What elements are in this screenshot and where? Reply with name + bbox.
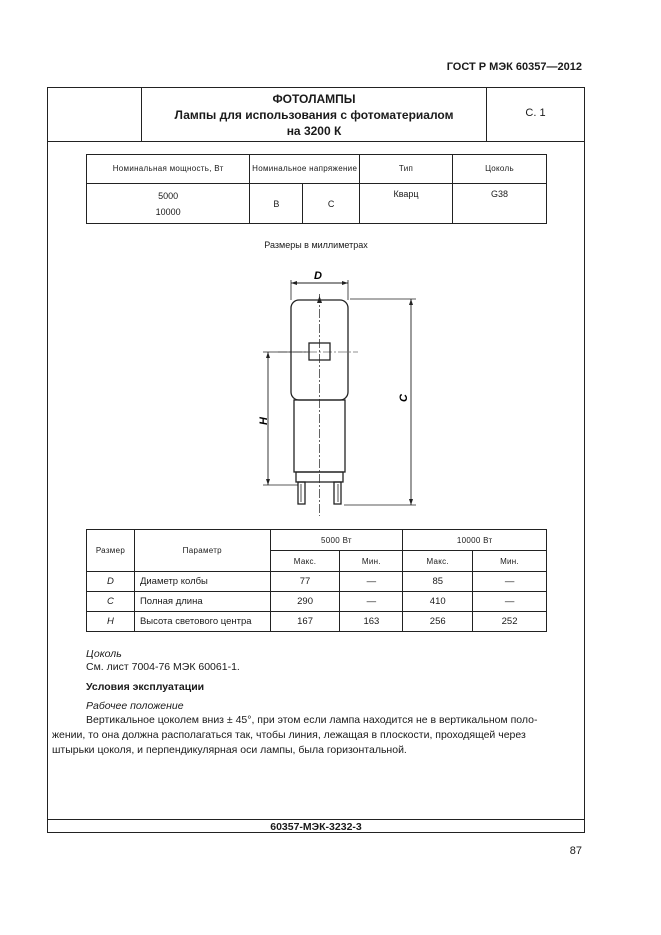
sheet-header xyxy=(48,88,584,142)
position-line-2: жении, то она должна располагаться так, чтобы линия, лежащая в плоскости, проходящей через xyxy=(52,729,526,741)
sheet-frame xyxy=(47,87,585,833)
header-blank-cell xyxy=(48,88,142,141)
power-value-2: 10000 xyxy=(87,204,250,224)
position-line-1: Вертикальное цоколем вниз ± 45°, при этом если лампа находится не в вертикальном поло- xyxy=(86,714,538,726)
header-title-cell xyxy=(142,88,487,141)
dimension-d-label: D xyxy=(314,270,322,282)
lamp-drawing xyxy=(258,266,408,526)
table-row xyxy=(87,592,547,612)
base-text: См. лист 7004-76 МЭК 60061-1. xyxy=(86,661,240,673)
value-cell: 167 xyxy=(270,612,340,632)
dimension-h-label: H xyxy=(258,417,270,425)
value-cell: 256 xyxy=(403,612,473,632)
value-cell: — xyxy=(473,592,547,612)
size-cell: D xyxy=(87,572,135,592)
base-heading: Цоколь xyxy=(86,648,122,660)
col-header-min-5000: Мин. xyxy=(340,551,403,572)
standard-reference: ГОСТ Р МЭК 60357—2012 xyxy=(446,61,582,73)
table-header-row xyxy=(87,530,547,551)
col-header-size: Размер xyxy=(87,530,135,572)
col-header-5000: 5000 Вт xyxy=(270,530,403,551)
dimension-c-label: C xyxy=(398,394,410,402)
voltage-value-a: В xyxy=(250,184,303,224)
base-value: G38 xyxy=(453,184,547,224)
value-cell: 252 xyxy=(473,612,547,632)
param-cell: Высота светового центра xyxy=(134,612,270,632)
value-cell: 163 xyxy=(340,612,403,632)
type-value: Кварц xyxy=(360,184,453,224)
size-cell: H xyxy=(87,612,135,632)
ratings-table xyxy=(86,154,547,224)
table-row xyxy=(87,612,547,632)
col-header-power: Номинальная мощность, Вт xyxy=(87,155,250,184)
param-cell: Диаметр колбы xyxy=(134,572,270,592)
sheet-subtitle-line2: на 3200 К xyxy=(286,124,342,138)
col-header-10000: 10000 Вт xyxy=(403,530,547,551)
col-header-max-5000: Макс. xyxy=(270,551,340,572)
value-cell: 410 xyxy=(403,592,473,612)
value-cell: — xyxy=(340,592,403,612)
conditions-heading: Условия эксплуатации xyxy=(86,681,205,693)
value-cell: — xyxy=(340,572,403,592)
dimensions-table xyxy=(86,529,547,632)
size-cell: C xyxy=(87,592,135,612)
dimensions-caption: Размеры в миллиметрах xyxy=(264,240,368,250)
value-cell: 77 xyxy=(270,572,340,592)
lamp-pin-right xyxy=(334,482,341,504)
param-cell: Полная длина xyxy=(134,592,270,612)
position-heading: Рабочее положение xyxy=(86,700,184,712)
value-cell: 85 xyxy=(403,572,473,592)
voltage-value-b: С xyxy=(303,184,360,224)
col-header-max-10000: Макс. xyxy=(403,551,473,572)
value-cell: 290 xyxy=(270,592,340,612)
sheet-title: ФОТОЛАМПЫ xyxy=(272,92,356,106)
sheet-footer: 60357-МЭК-3232-3 xyxy=(48,819,584,833)
position-line-3: штырьки цоколя, и перпендикулярная оси лампы, была горизонтальной. xyxy=(52,744,407,756)
lamp-pin-left xyxy=(298,482,305,504)
col-header-base: Цоколь xyxy=(453,155,547,184)
sheet-number: С. 1 xyxy=(525,107,546,119)
table-row xyxy=(87,572,547,592)
col-header-voltage: Номинальное напряжение xyxy=(250,155,360,184)
table-header-row xyxy=(87,155,547,184)
table-row xyxy=(87,184,547,204)
col-header-param: Параметр xyxy=(134,530,270,572)
sheet-subtitle-line1: Лампы для использования с фотоматериалом xyxy=(174,108,454,122)
col-header-type: Тип xyxy=(360,155,453,184)
col-header-min-10000: Мин. xyxy=(473,551,547,572)
value-cell: — xyxy=(473,572,547,592)
power-value-1: 5000 xyxy=(87,184,250,204)
page-number: 87 xyxy=(569,845,582,857)
